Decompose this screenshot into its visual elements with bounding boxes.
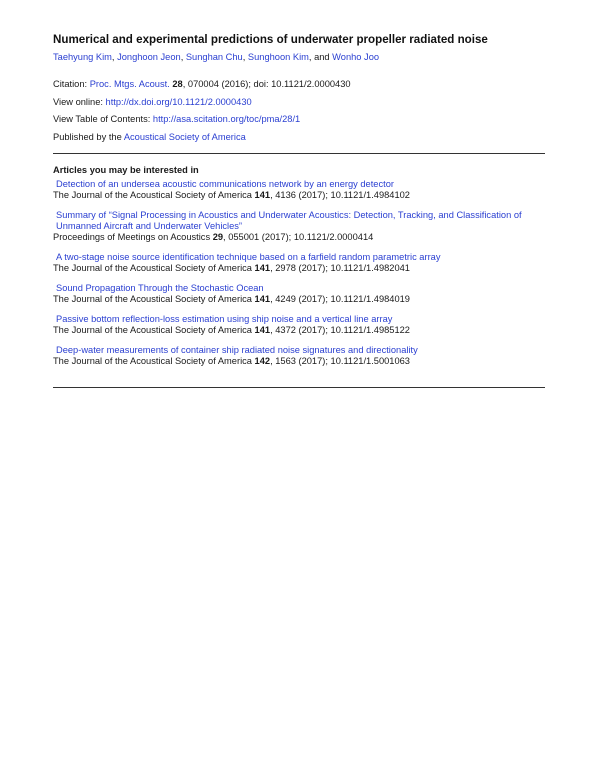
author-separator: ,: [180, 52, 186, 62]
journal-link[interactable]: Proc. Mtgs. Acoust.: [89, 79, 170, 89]
published-by-label: Published by the: [53, 131, 124, 142]
article-volume: 141: [254, 263, 271, 274]
article-journal: Proceedings of Meetings on Acoustics: [53, 232, 213, 243]
author-link[interactable]: Taehyung Kim: [53, 52, 112, 62]
article-title-link[interactable]: Summary of “Signal Processing in Acoustics and Underwater Acoustics: Detection, Tracking, and Classification of Unmanned Aircraft and Underwater Vehicles”: [56, 210, 522, 232]
author-link[interactable]: Sunghan Chu: [185, 52, 243, 62]
toc-link[interactable]: http://asa.scitation.org/toc/pma/28/1: [152, 114, 301, 125]
paper-title: Numerical and experimental predictions of underwater propeller radiated noise: [53, 33, 488, 46]
article-details: , 2978 (2017); 10.1121/1.4982041: [270, 263, 410, 274]
article-title-link[interactable]: Passive bottom reflection-loss estimation using ship noise and a vertical line array: [56, 314, 393, 325]
author-separator: ,: [111, 52, 118, 62]
divider-bottom: [53, 387, 545, 388]
article-source: [53, 294, 545, 305]
citation-rest: , 070004 (2016); doi: 10.1121/2.0000430: [182, 79, 351, 89]
author-separator: , and: [308, 52, 333, 62]
article-source: [53, 356, 545, 367]
list-item: [53, 252, 545, 274]
author-list: [53, 51, 545, 64]
article-details: , 4372 (2017); 10.1121/1.4985122: [270, 325, 410, 336]
article-source: [53, 325, 545, 336]
article-source: [53, 232, 545, 243]
author-link[interactable]: Sunghoon Kim: [247, 52, 309, 62]
divider-top: [53, 153, 545, 154]
article-volume: 141: [254, 294, 271, 305]
list-item: [53, 345, 545, 367]
article-volume: 141: [254, 325, 271, 336]
article-details: , 1563 (2017); 10.1121/1.5001063: [270, 356, 410, 367]
view-online-line: [53, 94, 545, 112]
author-separator: ,: [242, 52, 248, 62]
article-volume: 29: [212, 232, 224, 243]
related-articles-list: [53, 179, 545, 367]
view-online-label: View online:: [53, 96, 106, 107]
article-journal: The Journal of the Acoustical Society of America: [53, 356, 255, 367]
author-link[interactable]: Wonho Joo: [332, 52, 380, 62]
list-item: [53, 283, 545, 305]
article-title-link[interactable]: Sound Propagation Through the Stochastic Ocean: [56, 283, 264, 294]
article-title-link[interactable]: Deep-water measurements of container ship radiated noise signatures and directionality: [56, 345, 418, 356]
article-volume: 141: [254, 190, 271, 201]
article-journal: The Journal of the Acoustical Society of America: [53, 263, 255, 274]
article-volume: 142: [254, 356, 271, 367]
articles-heading: Articles you may be interested in: [53, 165, 199, 176]
article-details: , 4249 (2017); 10.1121/1.4984019: [270, 294, 410, 305]
article-journal: The Journal of the Acoustical Society of America: [53, 190, 255, 201]
view-toc-label: View Table of Contents:: [53, 114, 153, 125]
document-page: [53, 32, 545, 388]
list-item: [53, 210, 545, 243]
article-details: , 055001 (2017); 10.1121/2.0000414: [223, 232, 374, 243]
citation-label: Citation:: [53, 79, 90, 89]
list-item: [53, 314, 545, 336]
article-source: [53, 190, 545, 201]
citation-line: [53, 76, 545, 94]
doi-link[interactable]: http://dx.doi.org/10.1121/2.0000430: [105, 96, 252, 107]
view-toc-line: [53, 111, 545, 129]
article-journal: The Journal of the Acoustical Society of America: [53, 325, 255, 336]
article-details: , 4136 (2017); 10.1121/1.4984102: [270, 190, 410, 201]
published-by-line: [53, 129, 545, 147]
article-source: [53, 263, 545, 274]
article-journal: The Journal of the Acoustical Society of America: [53, 294, 255, 305]
publisher-link[interactable]: Acoustical Society of America: [123, 131, 246, 142]
list-item: [53, 179, 545, 201]
citation-volume: 28: [172, 79, 183, 89]
article-title-link[interactable]: A two-stage noise source identification technique based on a farfield random parametric array: [56, 252, 441, 263]
author-link[interactable]: Jonghoon Jeon: [117, 52, 181, 62]
citation-block: [53, 76, 545, 146]
article-title-link[interactable]: Detection of an undersea acoustic communications network by an energy detector: [56, 179, 394, 190]
